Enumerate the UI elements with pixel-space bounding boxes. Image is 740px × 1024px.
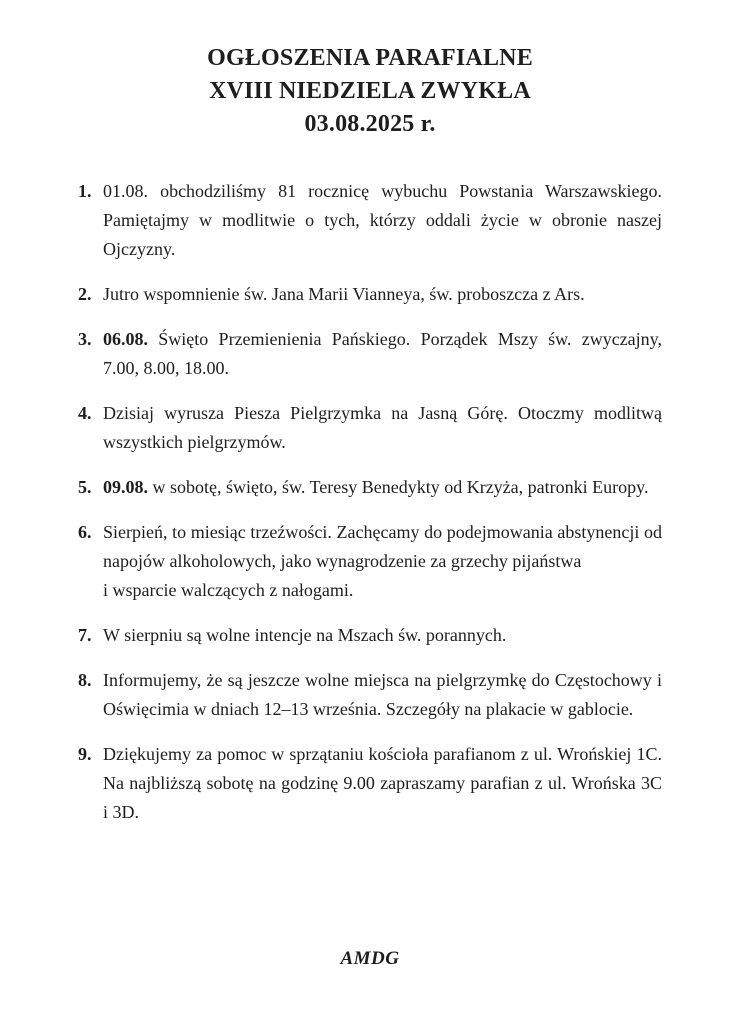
list-item [78, 280, 662, 309]
item-number: 6. [78, 522, 92, 542]
item-number: 7. [78, 625, 92, 645]
list-item [78, 325, 662, 383]
list-item [78, 473, 662, 502]
item-number: 5. [78, 477, 92, 497]
item-text: Sierpień, to miesiąc trzeźwości. Zachęcamy do podejmowania abstynencji od napojów alkoholowych, jako wynagrodzenie za grzechy pijaństwa i wsparcie walczących z nałogami. [103, 522, 662, 600]
item-number: 4. [78, 403, 92, 423]
document-header [0, 0, 740, 141]
announcement-list [78, 177, 662, 843]
item-text: 09.08. w sobotę, święto, św. Teresy Benedykty od Krzyża, patronki Europy. [103, 477, 649, 497]
item-text: W sierpniu są wolne intencje na Mszach św. porannych. [103, 625, 507, 645]
list-item [78, 621, 662, 650]
footer-motto: AMDG [340, 948, 400, 969]
item-text: Dziękujemy za pomoc w sprzątaniu kościoła parafianom z ul. Wrońskiej 1C. Na najbliższą sobotę na godzinę 9.00 zapraszamy parafian z ul. Wrońska 3C i 3D. [103, 744, 662, 822]
list-item [78, 518, 662, 605]
document-date: 03.08.2025 r. [304, 111, 436, 137]
item-text: Informujemy, że są jeszcze wolne miejsca na pielgrzymkę do Częstochowy i Oświęcimia w dniach 12–13 września. Szczegóły na plakacie w gablocie. [103, 670, 662, 719]
item-number: 2. [78, 284, 92, 304]
list-item [78, 666, 662, 724]
item-number: 1. [78, 181, 92, 201]
item-number: 3. [78, 329, 92, 349]
item-text: Dzisiaj wyrusza Piesza Pielgrzymka na Jasną Górę. Otoczmy modlitwą wszystkich pielgrzymów. [103, 403, 662, 452]
document-title: OGŁOSZENIA PARAFIALNE [207, 45, 533, 71]
item-number: 8. [78, 670, 92, 690]
item-text: 06.08. Święto Przemienienia Pańskiego. Porządek Mszy św. zwyczajny, 7.00, 8.00, 18.00. [103, 329, 662, 378]
list-item [78, 177, 662, 264]
list-item [78, 399, 662, 457]
document-subtitle: XVIII NIEDZIELA ZWYKŁA [209, 78, 531, 104]
item-text: 01.08. obchodziliśmy 81 rocznicę wybuchu Powstania Warszawskiego. Pamiętajmy w modlitwie o tych, którzy oddali życie w obronie naszej Ojczyzny. [103, 181, 662, 259]
list-item [78, 740, 662, 827]
item-number: 9. [78, 744, 92, 764]
item-text: Jutro wspomnienie św. Jana Marii Vianneya, św. proboszcza z Ars. [103, 284, 585, 304]
